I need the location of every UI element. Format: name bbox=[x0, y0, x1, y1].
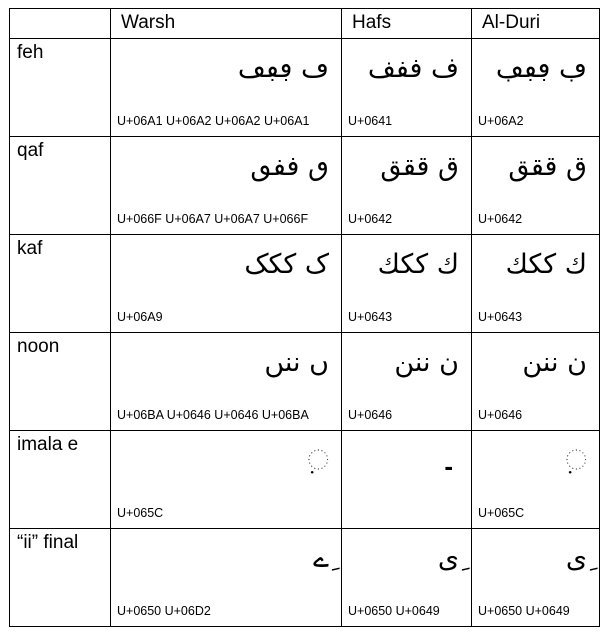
table-row-ii-final bbox=[10, 529, 600, 627]
codepoints: U+066F U+06A7 U+06A7 U+066F bbox=[117, 212, 309, 226]
cell-hafs bbox=[342, 235, 472, 333]
codepoints: U+0641 bbox=[348, 114, 393, 128]
row-label: feh bbox=[10, 39, 111, 137]
cell-warsh bbox=[111, 137, 342, 235]
glyph-sample: ن ننن bbox=[394, 347, 459, 378]
row-label: imala e bbox=[10, 431, 111, 529]
glyph-sample: ق ققق bbox=[380, 151, 459, 182]
row-label: kaf bbox=[10, 235, 111, 333]
cell-warsh bbox=[111, 529, 342, 627]
cell-hafs bbox=[342, 333, 472, 431]
glyph-sample: ك ككك bbox=[505, 249, 587, 280]
table-row-qaf bbox=[10, 137, 600, 235]
header-hafs: Hafs bbox=[342, 9, 472, 39]
cell-warsh bbox=[111, 39, 342, 137]
cell-warsh bbox=[111, 333, 342, 431]
codepoints: U+0650 U+0649 bbox=[348, 604, 440, 618]
cell-hafs bbox=[342, 529, 472, 627]
table-row-imala-e bbox=[10, 431, 600, 529]
glyph-sample: ف ففف bbox=[367, 53, 459, 84]
codepoints: U+06BA U+0646 U+0646 U+06BA bbox=[117, 408, 309, 422]
codepoints: U+0646 bbox=[478, 408, 523, 422]
row-label: “ii” final bbox=[10, 529, 111, 627]
codepoints: U+06A1 U+06A2 U+06A2 U+06A1 bbox=[117, 114, 310, 128]
row-label: noon bbox=[10, 333, 111, 431]
cell-hafs bbox=[342, 39, 472, 137]
dash-marker: - bbox=[444, 451, 453, 481]
glyph-sample: ◌ٜ bbox=[307, 445, 329, 476]
glyph-sample: ن ننن bbox=[522, 347, 587, 378]
row-label: qaf bbox=[10, 137, 111, 235]
cell-duri bbox=[472, 431, 600, 529]
cell-duri bbox=[472, 333, 600, 431]
codepoints: U+06A9 bbox=[117, 310, 163, 324]
codepoints: U+065C bbox=[478, 506, 525, 520]
header-warsh: Warsh bbox=[111, 9, 342, 39]
codepoints: U+0650 U+0649 bbox=[478, 604, 570, 618]
codepoints: U+0642 bbox=[478, 212, 523, 226]
header-duri: Al-Duri bbox=[472, 9, 600, 39]
codepoints: U+06A2 bbox=[478, 114, 524, 128]
glyph-sample: ِى bbox=[437, 543, 459, 574]
cell-duri bbox=[472, 235, 600, 333]
cell-warsh bbox=[111, 431, 342, 529]
table-row-kaf bbox=[10, 235, 600, 333]
codepoints: U+0646 bbox=[348, 408, 393, 422]
cell-hafs bbox=[342, 137, 472, 235]
glyph-sample: ◌ٜ bbox=[565, 445, 587, 476]
glyph-sample: ك ككك bbox=[377, 249, 459, 280]
glyph-sample: ں ننں bbox=[264, 347, 329, 378]
table-row-noon bbox=[10, 333, 600, 431]
codepoints: U+0643 bbox=[478, 310, 523, 324]
table-row-feh bbox=[10, 39, 600, 137]
header-empty bbox=[10, 9, 111, 39]
cell-hafs bbox=[342, 431, 472, 529]
glyph-sample: ِے bbox=[313, 543, 329, 574]
cell-warsh bbox=[111, 235, 342, 333]
codepoints: U+0642 bbox=[348, 212, 393, 226]
glyph-sample: ٯ ڧڧٯ bbox=[250, 151, 329, 182]
cell-duri bbox=[472, 39, 600, 137]
codepoints: U+065C bbox=[117, 506, 164, 520]
cell-duri bbox=[472, 137, 600, 235]
glyph-sample: ق ققق bbox=[508, 151, 587, 182]
cell-duri bbox=[472, 529, 600, 627]
codepoints: U+0650 U+06D2 bbox=[117, 604, 211, 618]
codepoints: U+0643 bbox=[348, 310, 393, 324]
glyph-sample: ک ککک bbox=[244, 249, 329, 280]
glyph-sample: ڢ ڢڢڢ bbox=[495, 53, 587, 84]
glyph-sample: ڡ ڢڢڡ bbox=[237, 53, 329, 84]
comparison-table bbox=[9, 8, 600, 627]
header-row bbox=[10, 9, 600, 39]
glyph-sample: ِى bbox=[565, 543, 587, 574]
